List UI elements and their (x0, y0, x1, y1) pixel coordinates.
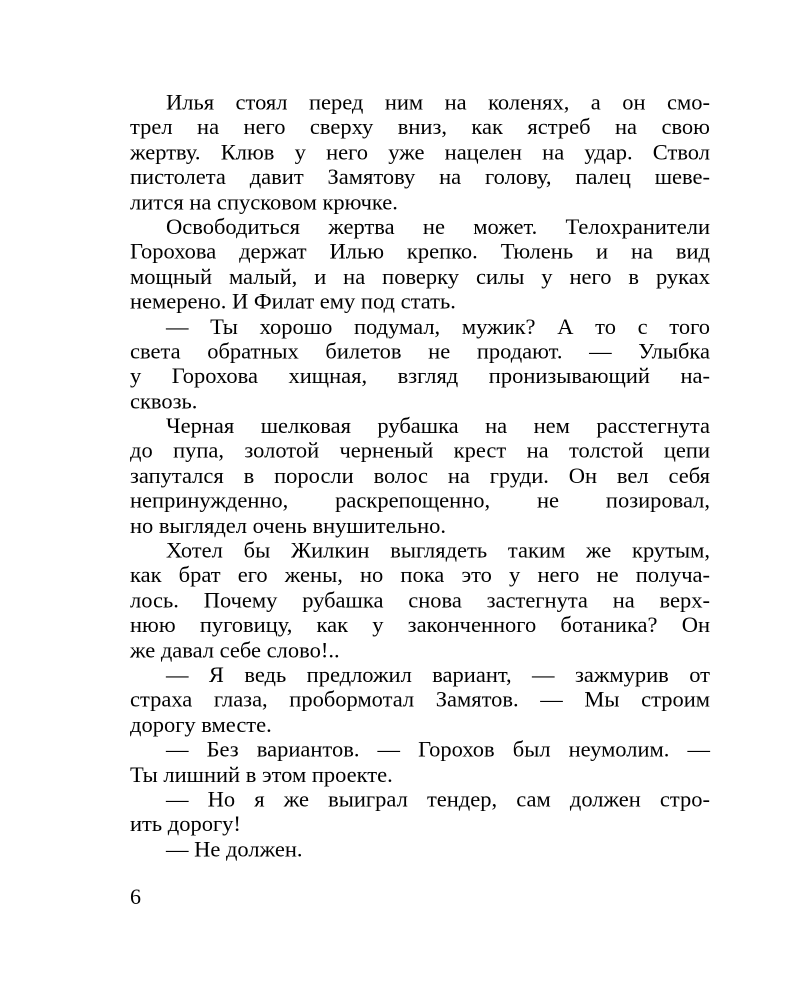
text-line: как брат его жены, но пока это у него не получа- (130, 562, 710, 588)
text-line: ить дорогу! (130, 811, 241, 837)
text-line: — Я ведь предложил вариант, — зажмурив от (166, 662, 710, 687)
text-line: трел на него сверху вниз, как ястреб на свою (130, 114, 710, 140)
text-line: же давал себе слово!.. (130, 637, 340, 662)
text-line: жертву. Клюв у него уже нацелен на удар. Ствол (130, 139, 710, 165)
paragraph (130, 787, 710, 837)
text-line: Горохова держат Илью крепко. Тюлень и на вид (130, 239, 710, 264)
text-line: Илья стоял перед ним на коленях, а он смо- (166, 90, 710, 115)
paragraph (130, 413, 710, 537)
text-line: немерено. И Филат ему под стать. (130, 289, 456, 314)
paragraph (130, 662, 710, 737)
text-line: Хотел бы Жилкин выглядеть таким же крутым, (166, 537, 710, 563)
text-line: нюю пуговицу, как у законченного ботаника? Он (130, 612, 710, 638)
paragraph (130, 737, 710, 787)
text-line: дорогу вместе. (130, 712, 272, 737)
text-line: — Не должен. (166, 836, 303, 861)
text-line: до пупа, золотой черненый крест на толстой цепи (130, 438, 710, 463)
text-line: у Горохова хищная, взгляд пронизывающий на- (130, 363, 710, 389)
text-line: — Но я же выиграл тендер, сам должен стро- (166, 786, 710, 812)
text-line: света обратных билетов не продают. — Улыбка (130, 338, 710, 364)
main-text (130, 90, 710, 861)
text-line: мощный малый, и на поверку силы у него в руках (130, 264, 710, 289)
text-line: запутался в поросли волос на груди. Он вел себя (130, 463, 710, 488)
text-line: сквозь. (130, 388, 198, 414)
text-line: непринужденно, раскрепощенно, не позировал, (130, 488, 710, 513)
text-line: пистолета давит Замятову на голову, палец шеве- (130, 164, 710, 190)
page-number: 6 (130, 884, 141, 909)
text-line: страха глаза, пробормотал Замятов. — Мы строим (130, 687, 710, 712)
text-line: — Без вариантов. — Горохов был неумолим. — (166, 736, 710, 762)
paragraph (130, 538, 710, 662)
text-line: лось. Почему рубашка снова застегнута на верх- (130, 587, 710, 613)
text-line: Черная шелковая рубашка на нем расстегнута (166, 413, 710, 438)
text-line: лится на спусковом крючке. (130, 189, 398, 215)
paragraph (130, 836, 710, 861)
paragraph (130, 90, 710, 214)
paragraph (130, 214, 710, 314)
paragraph (130, 314, 710, 414)
text-line: но выглядел очень внушительно. (130, 513, 447, 538)
text-line: — Ты хорошо подумал, мужик? А то с того (166, 313, 710, 339)
text-line: Освободиться жертва не может. Телохранители (166, 214, 710, 239)
text-line: Ты лишний в этом проекте. (130, 761, 393, 787)
